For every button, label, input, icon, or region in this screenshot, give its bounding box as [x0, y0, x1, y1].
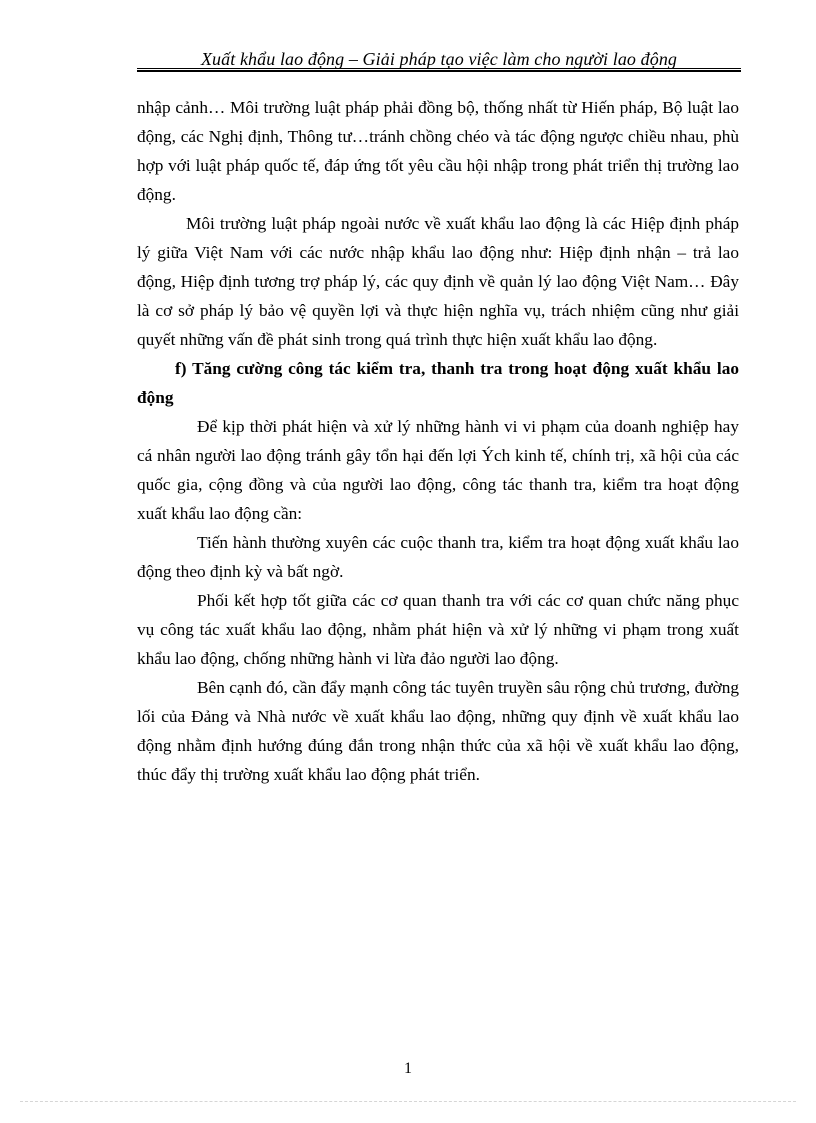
page-number: 1: [404, 1060, 412, 1077]
page-bottom-divider: [20, 1101, 796, 1102]
section-heading-f: f) Tăng cường công tác kiểm tra, thanh tra trong hoạt động xuất khẩu lao động: [137, 359, 739, 407]
header-title: Xuất khẩu lao động – Giải pháp tạo việc làm cho người lao động: [200, 49, 678, 69]
paragraph-inspection-intro: Để kịp thời phát hiện và xử lý những hành vi vi phạm của doanh nghiệp hay cá nhân người lao động tránh gây tổn hại đến lợi Ých kinh tế, chính trị, xã hội của các quốc gia, cộng đồng và của người lao động, công tác thanh tra, kiểm tra hoạt động xuất khẩu lao động cần:: [137, 417, 739, 523]
paragraph-coordination: Phối kết hợp tốt giữa các cơ quan thanh tra với các cơ quan chức năng phục vụ công tác xuất khẩu lao động, nhằm phát hiện và xử lý những vi phạm trong xuất khẩu lao động, chống những hành vi lừa đảo người lao động.: [137, 591, 739, 668]
page-header: [137, 47, 741, 73]
body-text: [137, 93, 739, 789]
paragraph-continuation: nhập cảnh… Môi trường luật pháp phải đồng bộ, thống nhất từ Hiến pháp, Bộ luật lao động, các Nghị định, Thông tư…tránh chồng chéo và tác động ngược chiều nhau, phù hợp với luật pháp quốc tế, đáp ứng tốt yêu cầu hội nhập trong phát triển thị trường lao động.: [137, 98, 739, 204]
paragraph-propaganda: Bên cạnh đó, cần đẩy mạnh công tác tuyên truyền sâu rộng chủ trương, đường lối của Đảng và Nhà nước về xuất khẩu lao động, những quy định về xuất khẩu lao động nhằm định hướng đúng đắn trong nhận thức của xã hội về xuất khẩu lao động, thúc đẩy thị trường xuất khẩu lao động phát triển.: [137, 678, 739, 784]
paragraph-foreign-legal-environment: Môi trường luật pháp ngoài nước về xuất khẩu lao động là các Hiệp định pháp lý giữa Việt Nam với các nước nhập khẩu lao động như: Hiệp định nhận – trả lao động, Hiệp định tương trợ pháp lý, các quy định về quản lý lao động Việt Nam… Đây là cơ sở pháp lý bảo vệ quyền lợi và thực hiện nghĩa vụ, trách nhiệm cũng như giải quyết những vấn đề phát sinh trong quá trình thực hiện xuất khẩu lao động.: [137, 214, 739, 349]
header-double-rule: [137, 68, 741, 72]
paragraph-regular-inspection: Tiến hành thường xuyên các cuộc thanh tra, kiểm tra hoạt động xuất khẩu lao động theo định kỳ và bất ngờ.: [137, 533, 739, 581]
